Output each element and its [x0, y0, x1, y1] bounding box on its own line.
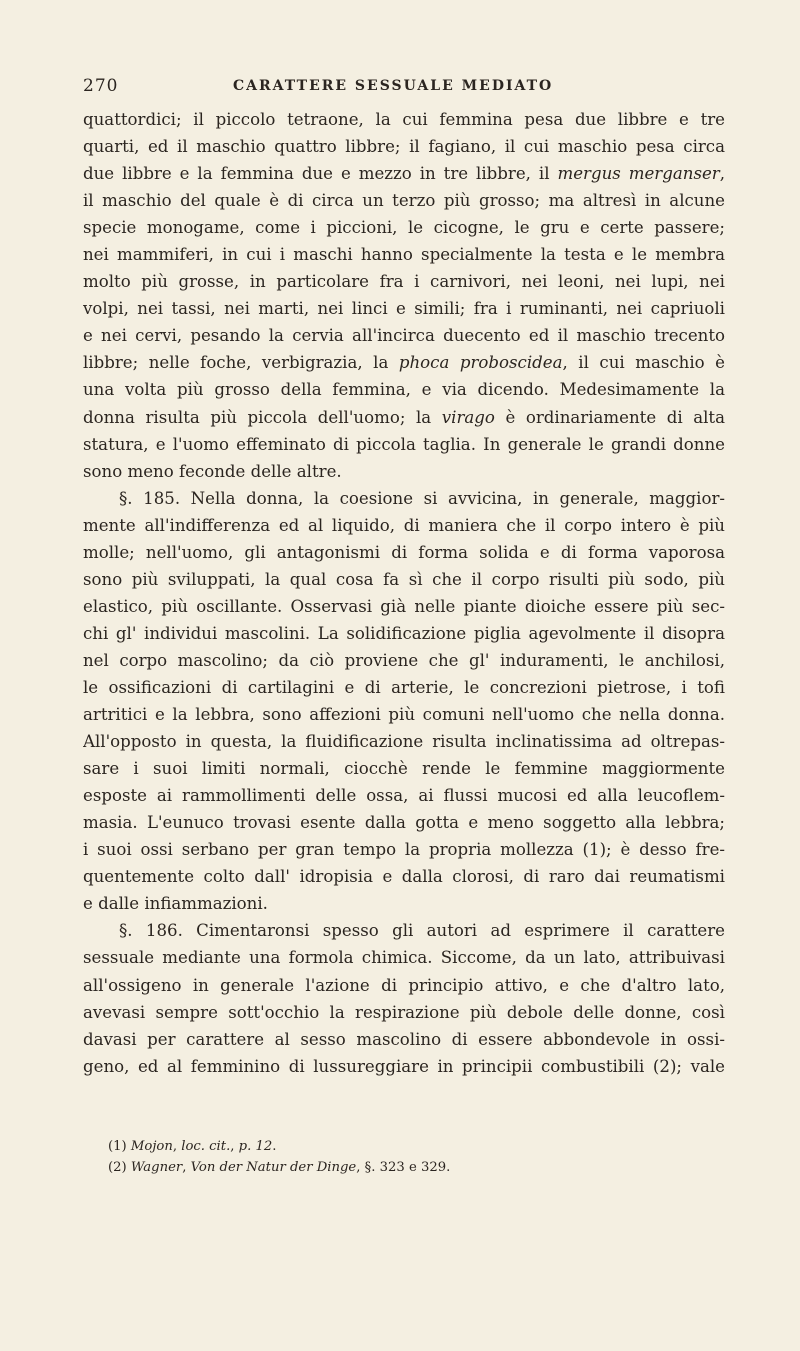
text-line: le ossificazioni di cartilagini e di arterie, le concrezioni pietrose, i tofi: [83, 677, 725, 697]
text-line: nel corpo mascolino; da ciò proviene che gl' induramenti, le anchilosi,: [83, 650, 725, 670]
text-line: molle; nell'uomo, gli antagonismi di forma solida e di forma vaporosa: [83, 542, 725, 562]
page-number: 270: [83, 76, 119, 96]
section-186-start: §. 186. Cimentaronsi spesso gli autori ad esprimere il carattere: [119, 921, 725, 941]
text-line: davasi per carattere al sesso mascolino di essere abbondevole in ossi-: [83, 1029, 725, 1049]
text-line: quattordici; il piccolo tetraone, la cui femmina pesa due libbre e tre: [83, 110, 725, 129]
text-line: elastico, più oscillante. Osservasi già nelle piante dioiche essere più sec-: [83, 596, 725, 616]
body-text: [83, 106, 725, 1080]
text-line: donna risulta più piccola dell'uomo; la virago è ordinariamente di alta: [83, 407, 725, 427]
text-line: libbre; nelle foche, verbigrazia, la phoca proboscidea, il cui maschio è: [83, 353, 725, 373]
text-line: due libbre e la femmina due e mezzo in tre libbre, il mergus merganser,: [83, 164, 725, 184]
footnote-2: (2) Wagner, Von der Natur der Dinge, §. 323 e 329.: [108, 1160, 451, 1175]
text-line: il maschio del quale è di circa un terzo più grosso; ma altresì in alcune: [83, 191, 725, 211]
text-line: quentemente colto dall' idropisia e dalla clorosi, di raro dai reumatismi: [83, 867, 725, 887]
text-line: artritici e la lebbra, sono affezioni più comuni nell'uomo che nella donna.: [83, 705, 725, 725]
text-line: statura, e l'uomo effeminato di piccola taglia. In generale le grandi donne: [83, 434, 725, 454]
text-line: e nei cervi, pesando la cervia all'incirca duecento ed il maschio trecento: [83, 326, 725, 346]
text-line: chi gl' individui mascolini. La solidificazione piglia agevolmente il disopra: [83, 623, 725, 643]
text-line: avevasi sempre sott'occhio la respirazione più debole delle donne, così: [83, 1002, 725, 1022]
text-line: All'opposto in questa, la fluidificazione risulta inclinatissima ad oltrepas-: [83, 732, 725, 752]
footnotes: [108, 1136, 668, 1178]
text-line: sono meno feconde delle altre.: [83, 461, 342, 481]
text-line: geno, ed al femminino di lussureggiare in principii combustibili (2); vale: [83, 1056, 725, 1076]
text-line: nei mammiferi, in cui i maschi hanno specialmente la testa e le membra: [83, 245, 725, 265]
text-line: esposte ai rammollimenti delle ossa, ai flussi mucosi ed alla leucoflem-: [83, 786, 725, 806]
text-line: sessuale mediante una formola chimica. Siccome, da un lato, attribuivasi: [83, 948, 725, 968]
text-line: masia. L'eunuco trovasi esente dalla gotta e meno soggetto alla lebbra;: [83, 813, 725, 833]
text-line: specie monogame, come i piccioni, le cicogne, le gru e certe passere;: [83, 218, 725, 238]
text-line: quarti, ed il maschio quattro libbre; il fagiano, il cui maschio pesa circa: [83, 137, 725, 157]
running-head: CARATTERE SESSUALE MEDIATO: [233, 78, 554, 94]
text-line: una volta più grosso della femmina, e via dicendo. Medesimamente la: [83, 380, 725, 400]
text-line: all'ossigeno in generale l'azione di principio attivo, e che d'altro lato,: [83, 975, 725, 995]
footnote-1: (1) Mojon, loc. cit., p. 12.: [108, 1139, 277, 1154]
text-line: e dalle infiammazioni.: [83, 894, 268, 914]
text-line: molto più grosse, in particolare fra i carnivori, nei leoni, nei lupi, nei: [83, 272, 725, 292]
text-line: sono più sviluppati, la qual cosa fa sì che il corpo risulti più sodo, più: [83, 569, 725, 589]
page-header: [83, 76, 723, 100]
text-line: mente all'indifferenza ed al liquido, di maniera che il corpo intero è più: [83, 515, 725, 535]
text-line: volpi, nei tassi, nei marti, nei linci e simili; fra i ruminanti, nei capriuoli: [83, 299, 725, 319]
text-line: sare i suoi limiti normali, ciocchè rende le femmine maggiormente: [83, 759, 725, 779]
section-185-start: §. 185. Nella donna, la coesione si avvicina, in generale, maggior-: [119, 488, 725, 508]
text-line: i suoi ossi serbano per gran tempo la propria mollezza (1); è desso fre-: [83, 840, 725, 860]
